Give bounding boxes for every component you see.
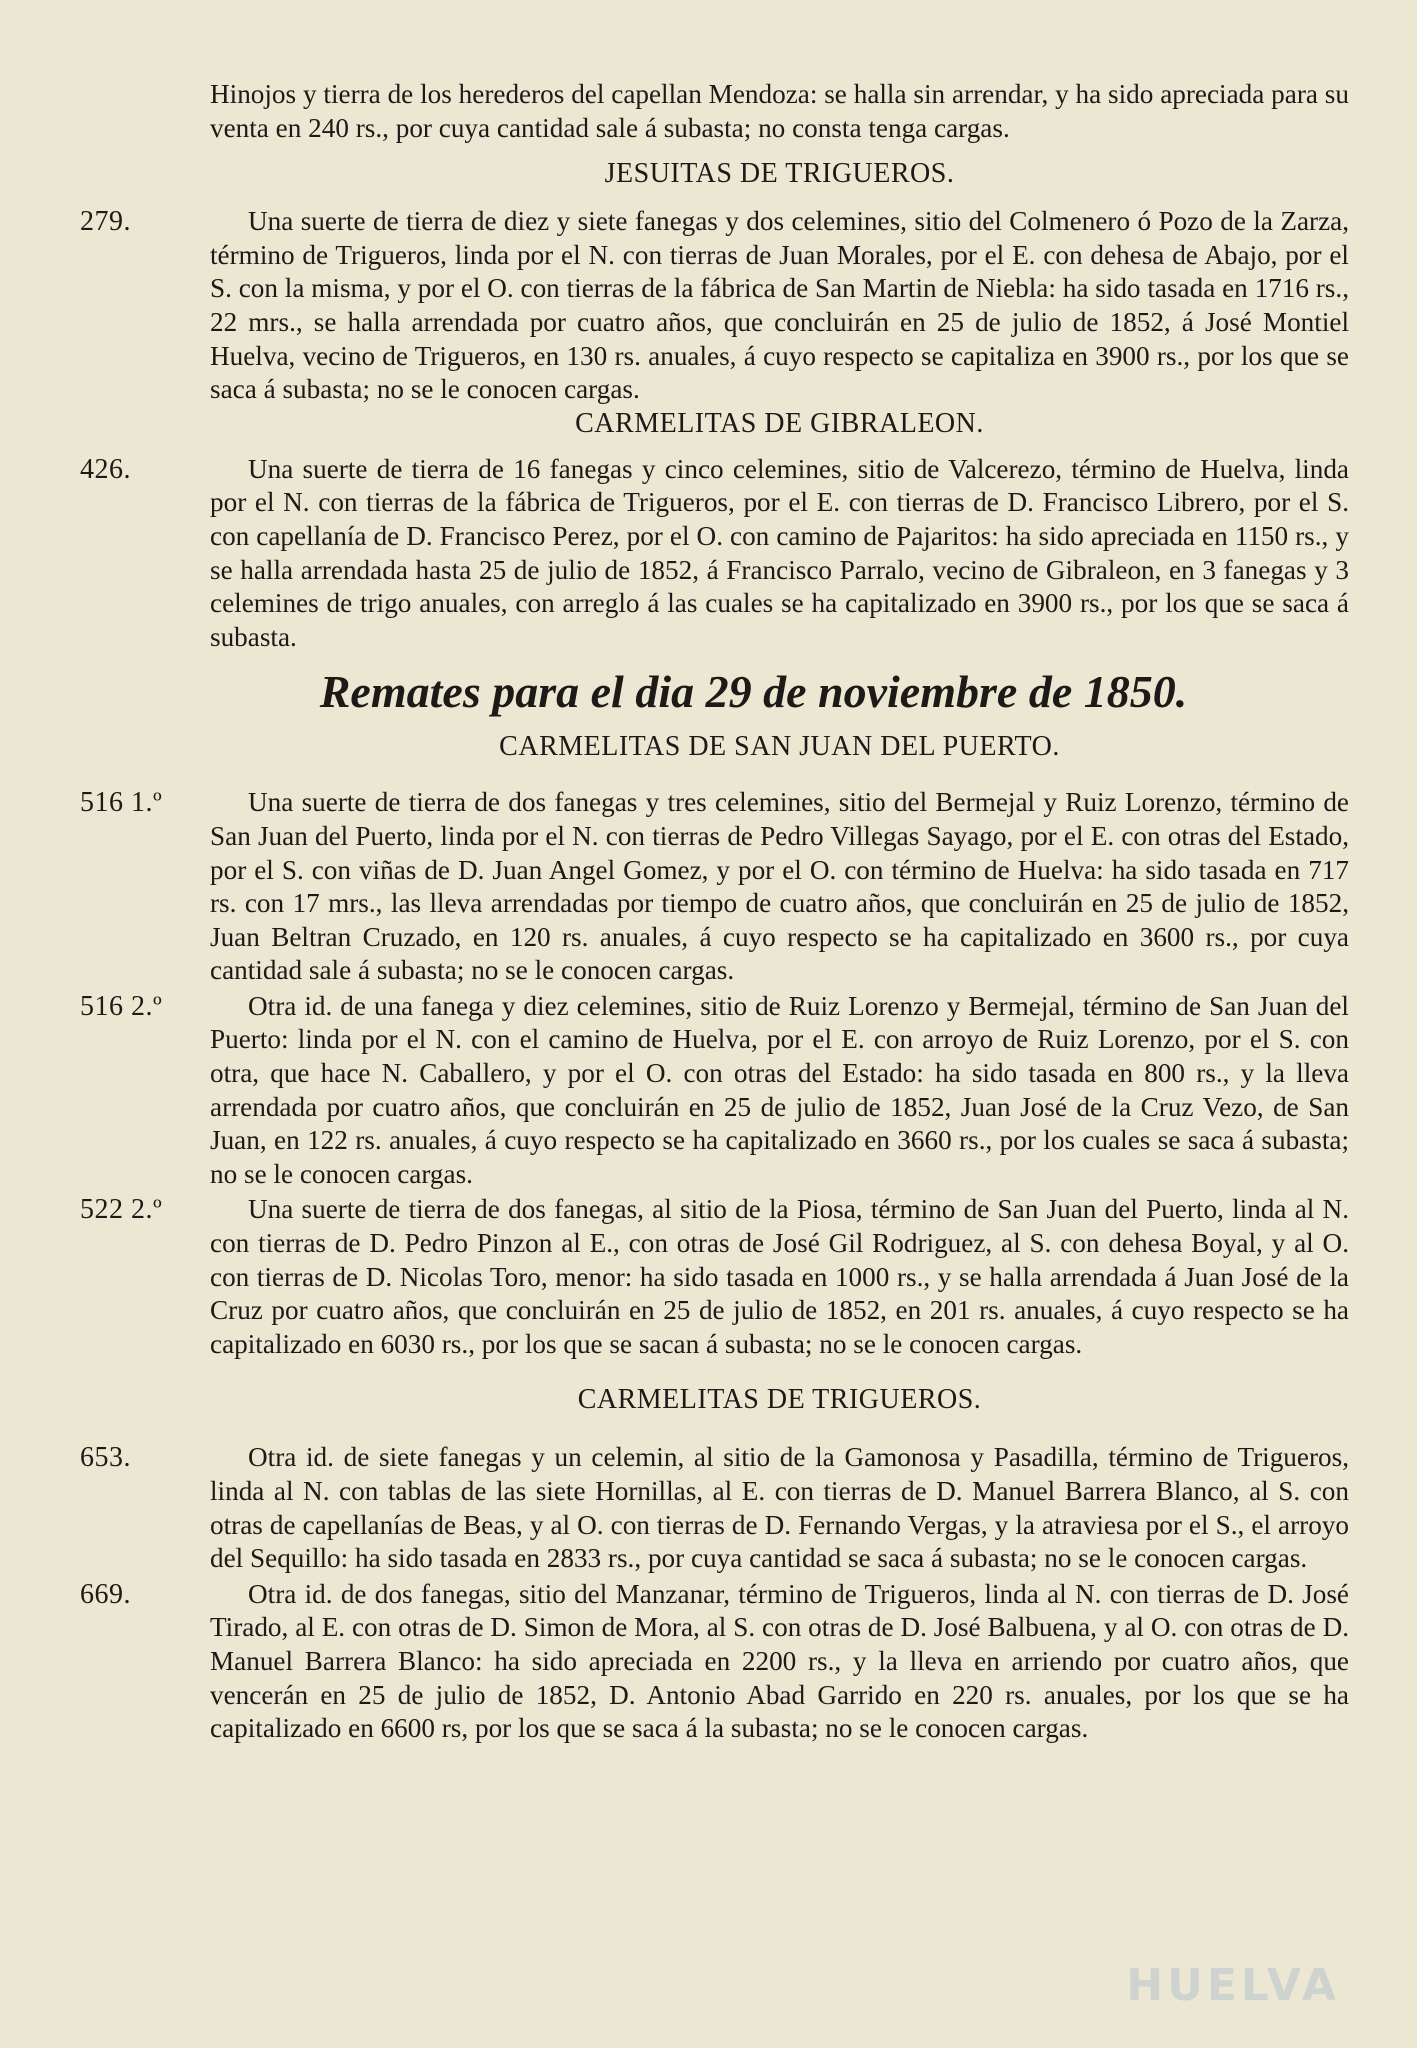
library-stamp: HUELVA xyxy=(1126,1960,1340,2011)
section-heading-carmelitas-san-juan: CARMELITAS DE SAN JUAN DEL PUERTO. xyxy=(499,731,1060,763)
entry-text: Una suerte de tierra de dos fanegas y tres celemines, sitio del Bermejal y Ruiz Lorenzo, término de San Juan del Puerto, linda por el N. con tierras de Pedro Villegas Sayago, por el E. con otras del Estado, por el S. con viñas de D. Juan Angel Gomez, y por el O. con término de Huelva: ha sido tasada en 717 rs. con 17 mrs., las lleva arrendadas por tiempo de cuatro años, que concluirán en 25 de julio de 1852, Juan Beltran Cruzado, en 120 rs. anuales, á cuyo respecto se ha capitalizado en 3600 rs., por cuya cantidad sale á subasta; no se le conocen cargas. xyxy=(210,787,1349,986)
entry-516-1 xyxy=(80,786,1349,988)
entry-653 xyxy=(80,1441,1349,1575)
entry-number: 669. xyxy=(80,1578,131,1610)
entry-text: Una suerte de tierra de diez y siete fanegas y dos celemines, sitio del Colmenero ó Pozo de la Zarza, término de Trigueros, linda por el N. con tierras de Juan Morales, por el E. con dehesa de Abajo, por el S. con la misma, y por el O. con tierras de la fábrica de San Martin de Niebla: ha sido tasada en 1716 rs., 22 mrs., se halla arrendada por cuatro años, que concluirán en 25 de julio de 1852, á José Montiel Huelva, vecino de Trigueros, en 130 rs. anuales, á cuyo respecto se capitaliza en 3900 rs., por los que se saca á subasta; no se le conocen cargas. xyxy=(210,206,1349,405)
entry-number: 653. xyxy=(80,1442,131,1474)
entry-text: Otra id. de dos fanegas, sitio del Manzanar, término de Trigueros, linda al N. con tierras de D. José Tirado, al E. con otras de D. Simon de Mora, al S. con otras de D. José Balbuena, y al O. con otras de D. Manuel Barrera Blanco: ha sido apreciada en 2200 rs., y la lleva en arriendo por cuatro años, que vencerán en 25 de julio de 1852, D. Antonio Abad Garrido en 220 rs. anuales, por los que se ha capitalizado en 6600 rs, por los que se saca á la subasta; no se le conocen cargas. xyxy=(210,1578,1349,1744)
section-heading-jesuitas-trigueros: JESUITAS DE TRIGUEROS. xyxy=(604,158,955,190)
entry-522-2 xyxy=(80,1193,1349,1361)
intro-paragraph: Hinojos y tierra de los herederos del capellan Mendoza: se halla sin arrendar, y ha sido apreciada para su venta en 240 rs., por cuya cantidad sale á subasta; no consta tenga cargas. xyxy=(210,79,1349,143)
entry-number: 522 2.º xyxy=(80,1194,163,1226)
entry-text: Otra id. de siete fanegas y un celemin, al sitio de la Gamonosa y Pasadilla, término de Trigueros, linda al N. con tablas de las siete Hornillas, al E. con tierras de D. Manuel Barrera Blanco, al S. con otras de capellanías de Beas, y al O. con tierras de D. Fernando Vergas, y la atraviesa por el S., el arroyo del Sequillo: ha sido tasada en 2833 rs., por cuya cantidad se saca á subasta; no se le conocen cargas. xyxy=(210,1442,1349,1574)
entry-number: 516 2.º xyxy=(80,990,163,1022)
entry-text: Otra id. de una fanega y diez celemines, sitio de Ruiz Lorenzo y Bermejal, término de San Juan del Puerto: linda por el N. con el camino de Huelva, por el E. con arroyo de Ruiz Lorenzo, por el S. con otra, que hace N. Caballero, y por el O. con otras del Estado: ha sido tasada en 800 rs., y la lleva arrendada por cuatro años, que concluirán en 25 de julio de 1852, Juan José de la Cruz Vezo, de San Juan, en 122 rs. anuales, á cuyo respecto se ha capitalizado en 3660 rs., por los cuales se saca á subasta; no se le conocen cargas. xyxy=(210,990,1349,1189)
section-heading-carmelitas-gibraleon: CARMELITAS DE GIBRALEON. xyxy=(575,407,984,439)
entry-number: 426. xyxy=(80,453,131,485)
entry-516-2 xyxy=(80,990,1349,1192)
entry-426 xyxy=(80,453,1349,655)
entry-text: Una suerte de tierra de dos fanegas, al sitio de la Piosa, término de San Juan del Puerto, linda al N. con tierras de D. Pedro Pinzon al E., con otras de José Gil Rodriguez, al S. con dehesa Boyal, y al O. con tierras de D. Nicolas Toro, menor: ha sido tasada en 1000 rs., y se halla arrendada á Juan José de la Cruz por cuatro años, que concluirán en 25 de julio de 1852, en 201 rs. anuales, á cuyo respecto se ha capitalizado en 6030 rs., por los que se sacan á subasta; no se le conocen cargas. xyxy=(210,1194,1349,1359)
entry-669 xyxy=(80,1578,1349,1746)
entry-text: Una suerte de tierra de 16 fanegas y cinco celemines, sitio de Valcerezo, término de Huelva, linda por el N. con tierras de la fábrica de Trigueros, por el E. con tierras de D. Francisco Librero, por el S. con capellanía de D. Francisco Perez, por el O. con camino de Pajaritos: ha sido apreciada en 1150 rs., y se halla arrendada hasta 25 de julio de 1852, á Francisco Parralo, vecino de Gibraleon, en 3 fanegas y 3 celemines de trigo anuales, con arreglo á las cuales se ha capitalizado en 3900 rs., por los que se saca á subasta. xyxy=(210,453,1349,652)
entry-279 xyxy=(80,205,1349,407)
entry-number: 279. xyxy=(80,206,131,238)
remates-title: Remates para el dia 29 de noviembre de 1850. xyxy=(319,666,1188,718)
section-heading-carmelitas-trigueros: CARMELITAS DE TRIGUEROS. xyxy=(577,1384,982,1416)
entry-number: 516 1.º xyxy=(80,787,163,819)
